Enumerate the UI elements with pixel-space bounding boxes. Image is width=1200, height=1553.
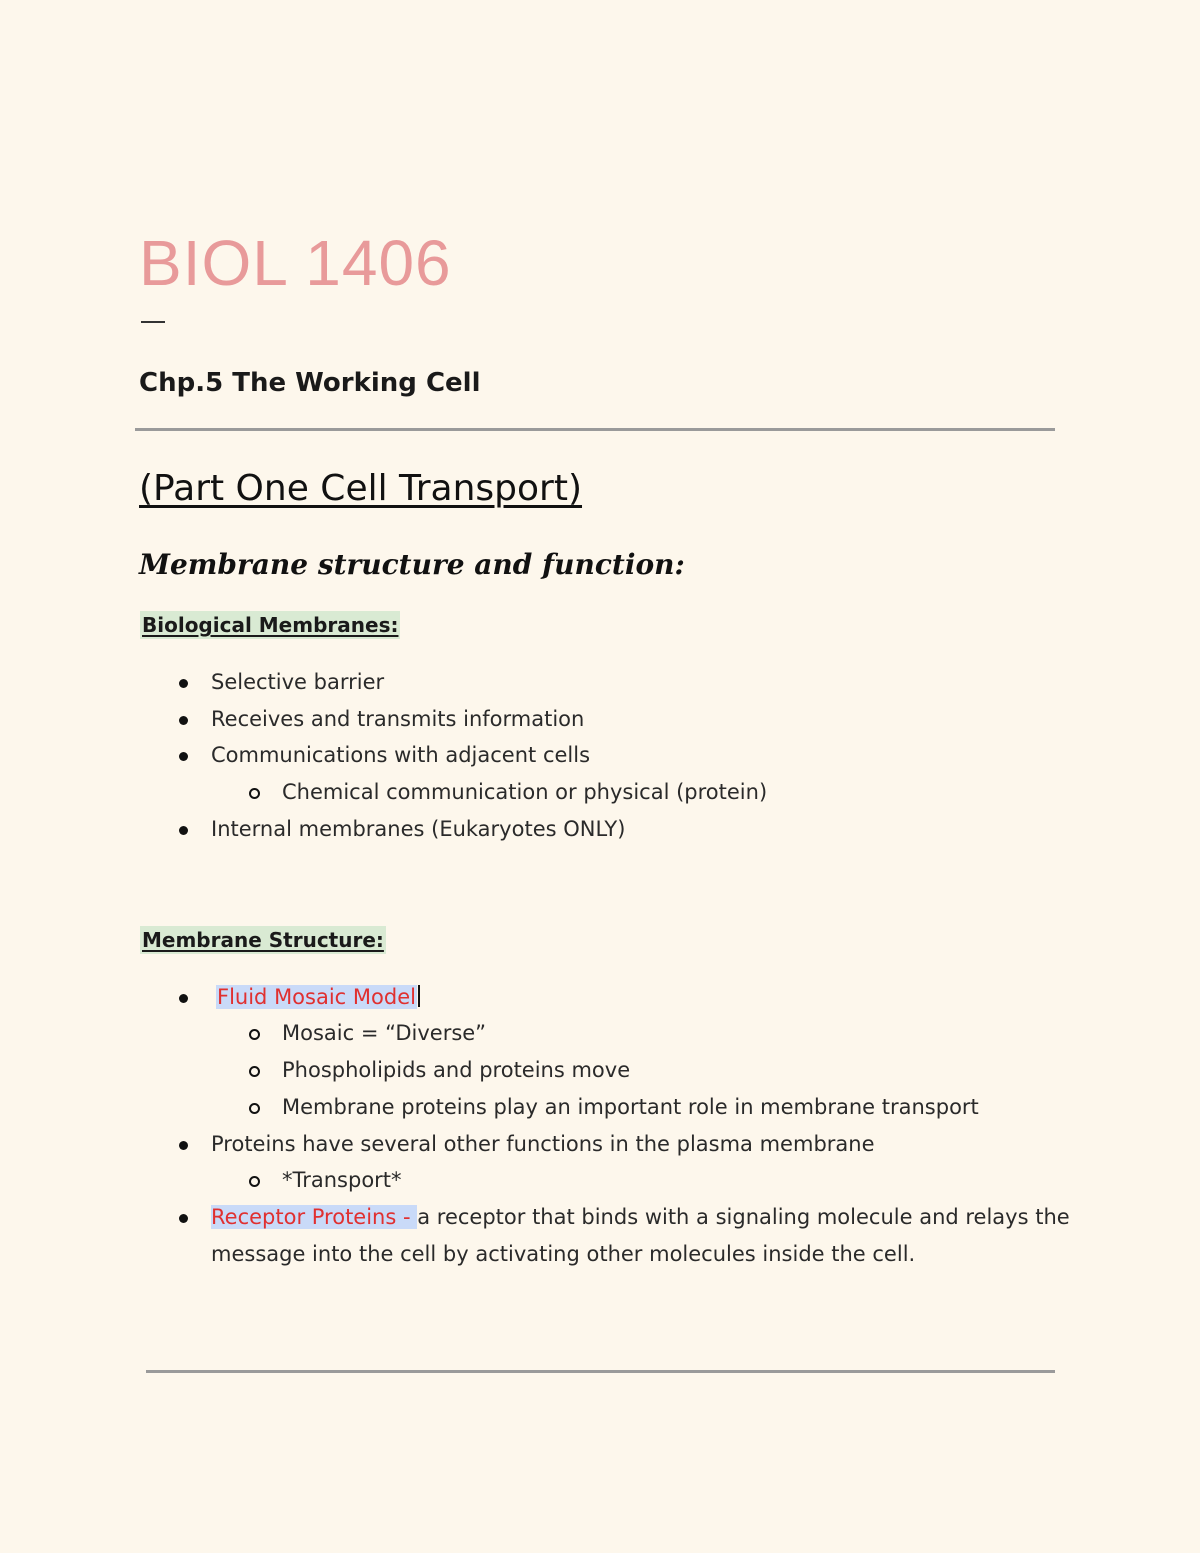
- biological-membranes-heading: Biological Membranes:: [142, 613, 399, 637]
- section-heading: Membrane structure and function:: [139, 548, 685, 581]
- title-dash-divider: [141, 321, 165, 323]
- hollow-bullet-icon: [249, 788, 260, 799]
- list-item: *Transport*: [282, 1168, 402, 1192]
- horizontal-rule-top: [135, 428, 1055, 431]
- receptor-proteins-item: [211, 1199, 1071, 1273]
- list-item: Receives and transmits information: [211, 707, 585, 731]
- list-item: Selective barrier: [211, 670, 385, 694]
- bullet-icon: [179, 716, 188, 725]
- chapter-title: Chp.5 The Working Cell: [139, 368, 481, 398]
- text-cursor: [418, 985, 420, 1007]
- bullet-icon: [179, 994, 188, 1003]
- document-title: BIOL 1406: [139, 227, 452, 299]
- hollow-bullet-icon: [249, 1103, 260, 1114]
- horizontal-rule-bottom: [146, 1370, 1055, 1373]
- bullet-icon: [179, 679, 188, 688]
- list-item: Internal membranes (Eukaryotes ONLY): [211, 817, 626, 841]
- hollow-bullet-icon: [249, 1176, 260, 1187]
- fluid-mosaic-term: Fluid Mosaic Model: [217, 985, 416, 1009]
- bullet-icon: [179, 826, 188, 835]
- receptor-proteins-definition: a receptor that binds with a signaling molecule and relays the message into the cell by activating other molecules inside the cell.: [211, 1205, 1070, 1266]
- hollow-bullet-icon: [249, 1066, 260, 1077]
- list-item: Communications with adjacent cells: [211, 743, 591, 767]
- bullet-icon: [179, 1214, 188, 1223]
- list-item: Chemical communication or physical (protein): [282, 780, 768, 804]
- list-item: Mosaic = “Diverse”: [282, 1021, 487, 1045]
- hollow-bullet-icon: [249, 1029, 260, 1040]
- part-heading: (Part One Cell Transport): [139, 468, 583, 509]
- membrane-structure-heading: Membrane Structure:: [142, 928, 384, 952]
- list-item: Membrane proteins play an important role in membrane transport: [282, 1095, 979, 1119]
- fluid-mosaic-item: [216, 982, 420, 1012]
- bullet-icon: [179, 1141, 188, 1150]
- list-item: Phospholipids and proteins move: [282, 1058, 631, 1082]
- bullet-icon: [179, 752, 188, 761]
- receptor-proteins-term: Receptor Proteins -: [211, 1205, 418, 1229]
- list-item: Proteins have several other functions in the plasma membrane: [211, 1132, 875, 1156]
